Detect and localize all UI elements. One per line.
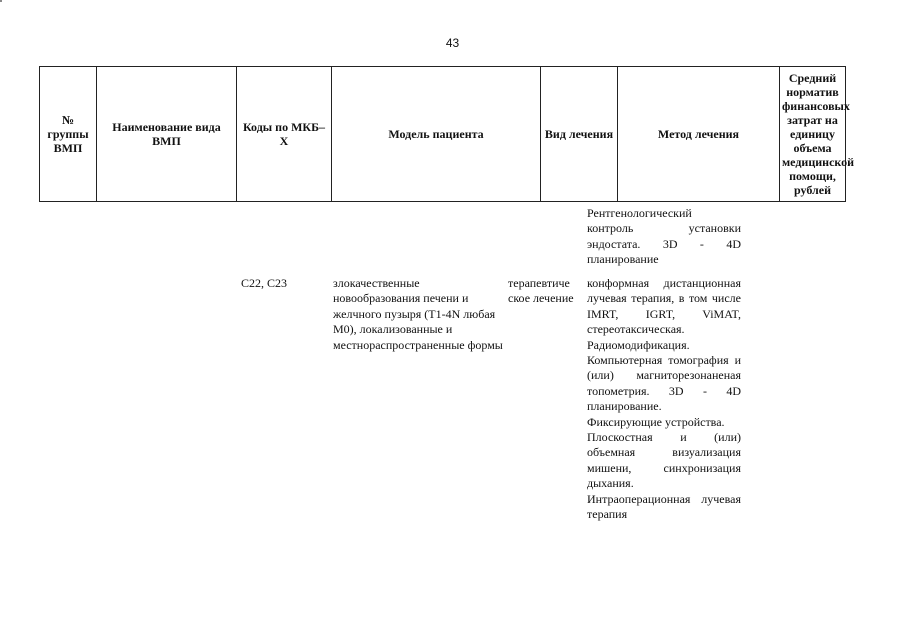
- header-table: [39, 66, 855, 202]
- header-vmp-name: Наименование вида ВМП: [97, 67, 237, 202]
- header-icd-codes: Коды по МКБ–Х: [237, 67, 332, 202]
- page-number: 43: [445, 36, 460, 50]
- method-line: Радиомодификация.: [587, 337, 690, 352]
- method-line: Компьютерная томография и (или) магниторезонаненая топометрия. 3D - 4D планирование.: [587, 353, 741, 414]
- header-treatment-method: Метод лечения: [618, 67, 780, 202]
- header-treatment-type: Вид лечения: [541, 67, 618, 202]
- method-line: конформная дистанционная лучевая терапия, в том числе IMRT, IGRT, ViMAT, стереотаксическая.: [587, 276, 741, 337]
- scan-mark: [0, 0, 2, 2]
- row-codes: C22, C23: [241, 276, 288, 290]
- row-treatment-type: терапевтиче ское лечение: [508, 276, 574, 306]
- row-method: [587, 276, 741, 523]
- header-group-number: № группы ВМП: [40, 67, 97, 202]
- header-cost-norm: Средний норматив финансовых затрат на единицу объема медицинской помощи, рублей: [780, 67, 846, 202]
- row-patient-model: злокачественные новообразования печени и желчного пузыря (T1-4N любая M0), локализованные и местнораспространенные формы: [333, 276, 503, 352]
- method-line: Плоскостная и (или) объемная визуализация мишени, синхронизация дыхания.: [587, 430, 741, 491]
- header-patient-model: Модель пациента: [332, 67, 541, 202]
- method-line: Интраоперационная лучевая терапия: [587, 491, 741, 522]
- continuation-method: Рентгенологический контроль установки эндостата. 3D - 4D планирование: [587, 206, 741, 267]
- header-row: [40, 67, 846, 202]
- method-line: Фиксирующие устройства.: [587, 414, 725, 429]
